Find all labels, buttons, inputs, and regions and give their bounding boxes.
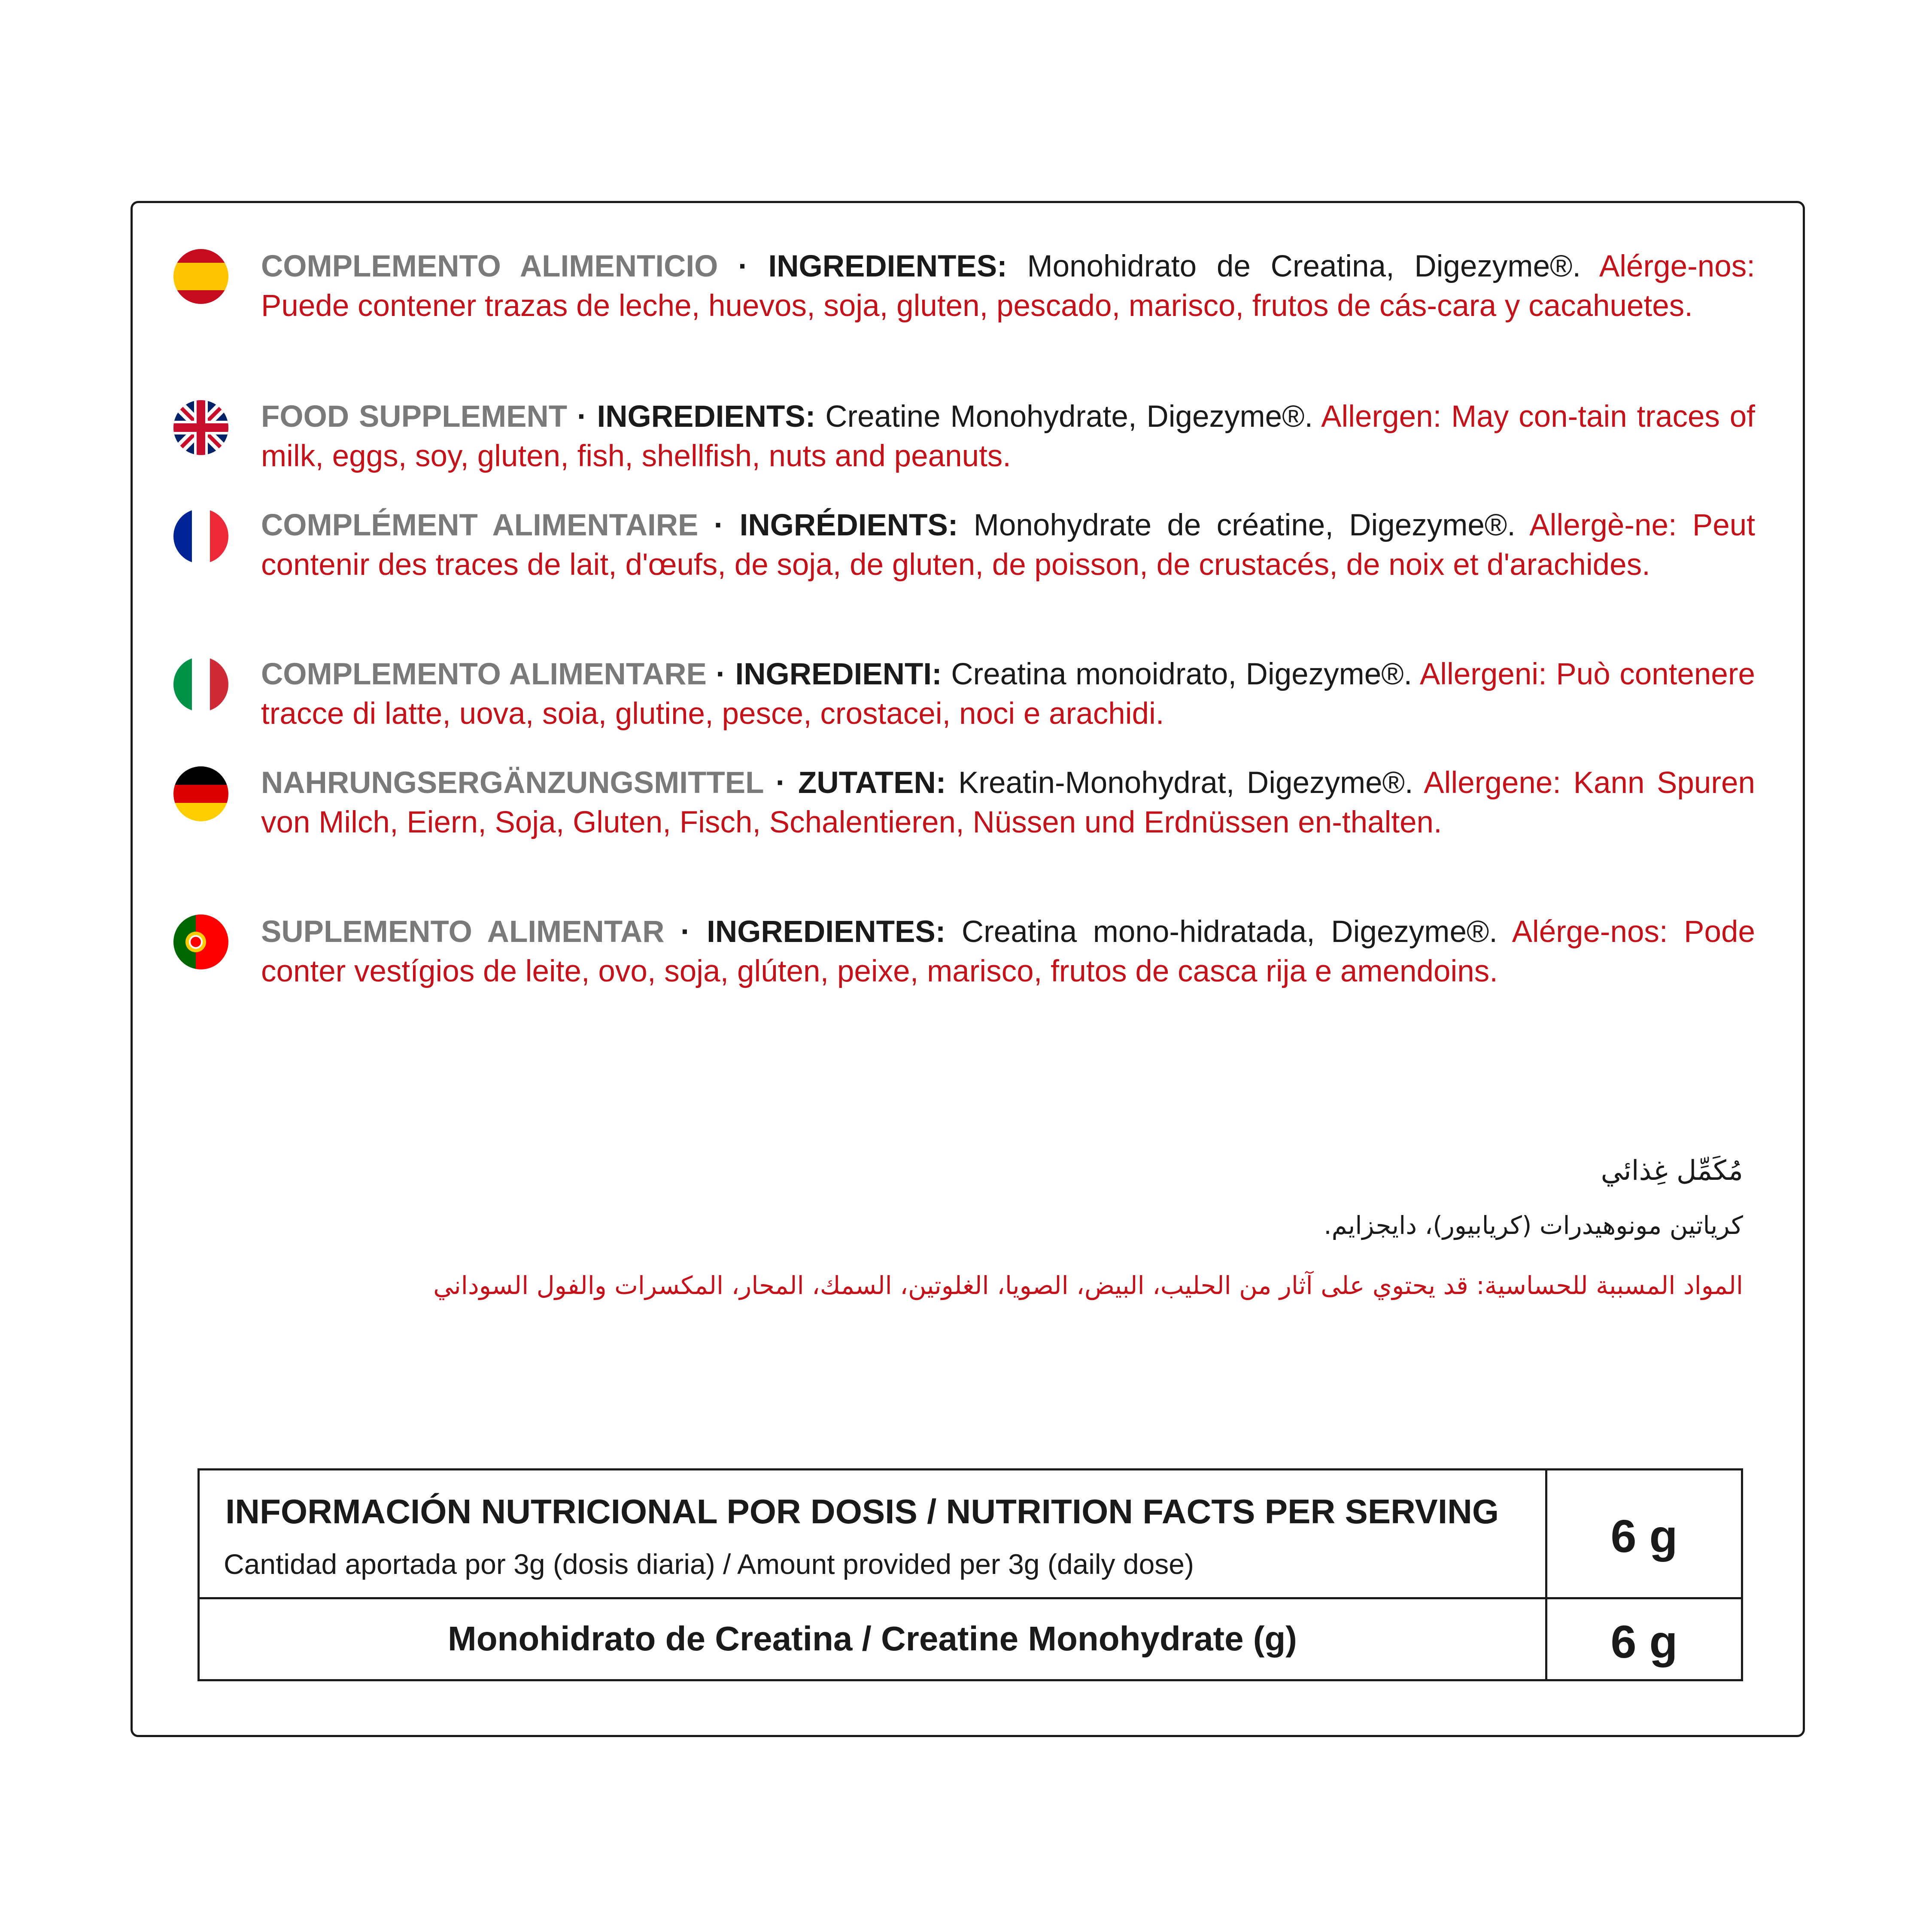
separator: · — [718, 249, 769, 283]
category-label: COMPLÉMENT ALIMENTAIRE — [261, 508, 699, 542]
ingredients-label: INGREDIENTI: — [735, 657, 942, 691]
separator: · — [698, 508, 740, 542]
france-flag-icon — [173, 509, 228, 564]
allergens-text: Allergen: May con-tain traces of milk, eggs, soy, gluten, fish, shellfish, nuts and peanuts. — [261, 400, 1755, 473]
ingredients-text: Monohidrato de Creatina, Digezyme®. — [1007, 249, 1581, 283]
ingredients-text: Monohydrate de créatine, Digezyme®. — [958, 508, 1516, 542]
category-label: NAHRUNGSERGÄNZUNGSMITTEL — [261, 766, 764, 800]
category-label: COMPLEMENTO ALIMENTARE — [261, 657, 707, 691]
section-de — [261, 763, 1755, 842]
category-label: SUPLEMENTO ALIMENTAR — [261, 915, 665, 949]
arabic-ingredients: كرياتين مونوهيدرات (كريابيور)، دايجزايم. — [1324, 1211, 1743, 1240]
nutrition-header-row — [200, 1470, 1741, 1599]
ingredients-text: Creatine Monohydrate, Digezyme®. — [815, 400, 1313, 434]
allergens-text: Allergeni: Può contenere tracce di latte, uova, soia, glutine, pesce, crostacei, noci e arachidi. — [261, 657, 1755, 731]
ingredients-label: INGREDIENTES: — [768, 249, 1007, 283]
portugal-flag-icon — [173, 914, 228, 969]
ingredients-text: Creatina mono-hidratada, Digezyme®. — [945, 915, 1498, 949]
section-pt — [261, 912, 1755, 991]
germany-flag-icon — [173, 766, 228, 821]
separator: · — [706, 657, 735, 691]
ingredients-label: INGREDIENTES: — [707, 915, 946, 949]
ingredients-text: Kreatin-Monohydrat, Digezyme®. — [946, 766, 1413, 800]
nutrient-value: 6 g — [1610, 1616, 1678, 1668]
category-label: FOOD SUPPLEMENT — [261, 400, 568, 434]
ingredients-text: Creatina monoidrato, Digezyme®. — [942, 657, 1413, 691]
nutrition-subheader: Cantidad aportada por 3g (dosis diaria) / Amount provided per 3g (daily dose) — [224, 1548, 1194, 1580]
nutrition-header: INFORMACIÓN NUTRICIONAL POR DOSIS / NUTRITION FACTS PER SERVING — [225, 1492, 1499, 1531]
section-fr — [261, 506, 1755, 585]
nutrition-data-row — [200, 1599, 1741, 1679]
separator: · — [664, 915, 707, 949]
spain-flag-icon — [173, 249, 228, 304]
ingredients-label: INGREDIENTS: — [597, 400, 816, 434]
ingredients-label: ZUTATEN: — [798, 766, 946, 800]
separator: · — [763, 766, 799, 800]
ingredients-label: INGRÉDIENTS: — [739, 508, 958, 542]
allergens-text: Alérge-nos: Puede contener trazas de leche, huevos, soja, gluten, pescado, marisco, frutos de cás-cara y cacahuetes. — [261, 249, 1756, 323]
allergens-text: Allergè-ne: Peut contenir des traces de lait, d'œufs, de soja, de gluten, de poisson, de crustacés, de noix et d'arachides. — [261, 508, 1755, 582]
arabic-title: مُكَمِّل غِذائي — [1601, 1155, 1743, 1187]
nutrient-name: Monohidrato de Creatina / Creatine Monohydrate (g) — [448, 1619, 1297, 1658]
arabic-allergens: المواد المسببة للحساسية: قد يحتوي على آثار من الحليب، البيض، الصويا، الغلوتين، السمك، المحار، المكسرات والفول السوداني — [433, 1271, 1743, 1300]
nutrition-header-value: 6 g — [1610, 1510, 1678, 1562]
allergens-text: Alérge-nos: Pode conter vestígios de leite, ovo, soja, glúten, peixe, marisco, frutos de casca rija e amendoins. — [261, 915, 1755, 988]
separator: · — [567, 400, 597, 434]
nutrition-table — [197, 1468, 1743, 1681]
italy-flag-icon — [173, 657, 228, 712]
section-it — [261, 655, 1755, 734]
table-divider — [1545, 1470, 1547, 1679]
allergens-text: Allergene: Kann Spuren von Milch, Eiern, Soja, Gluten, Fisch, Schalentieren, Nüssen und Erdnüssen en-thalten. — [261, 766, 1755, 839]
uk-flag-icon — [173, 400, 228, 455]
section-es — [261, 247, 1755, 326]
category-label: COMPLEMENTO ALIMENTICIO — [261, 249, 718, 283]
section-en — [261, 397, 1755, 476]
